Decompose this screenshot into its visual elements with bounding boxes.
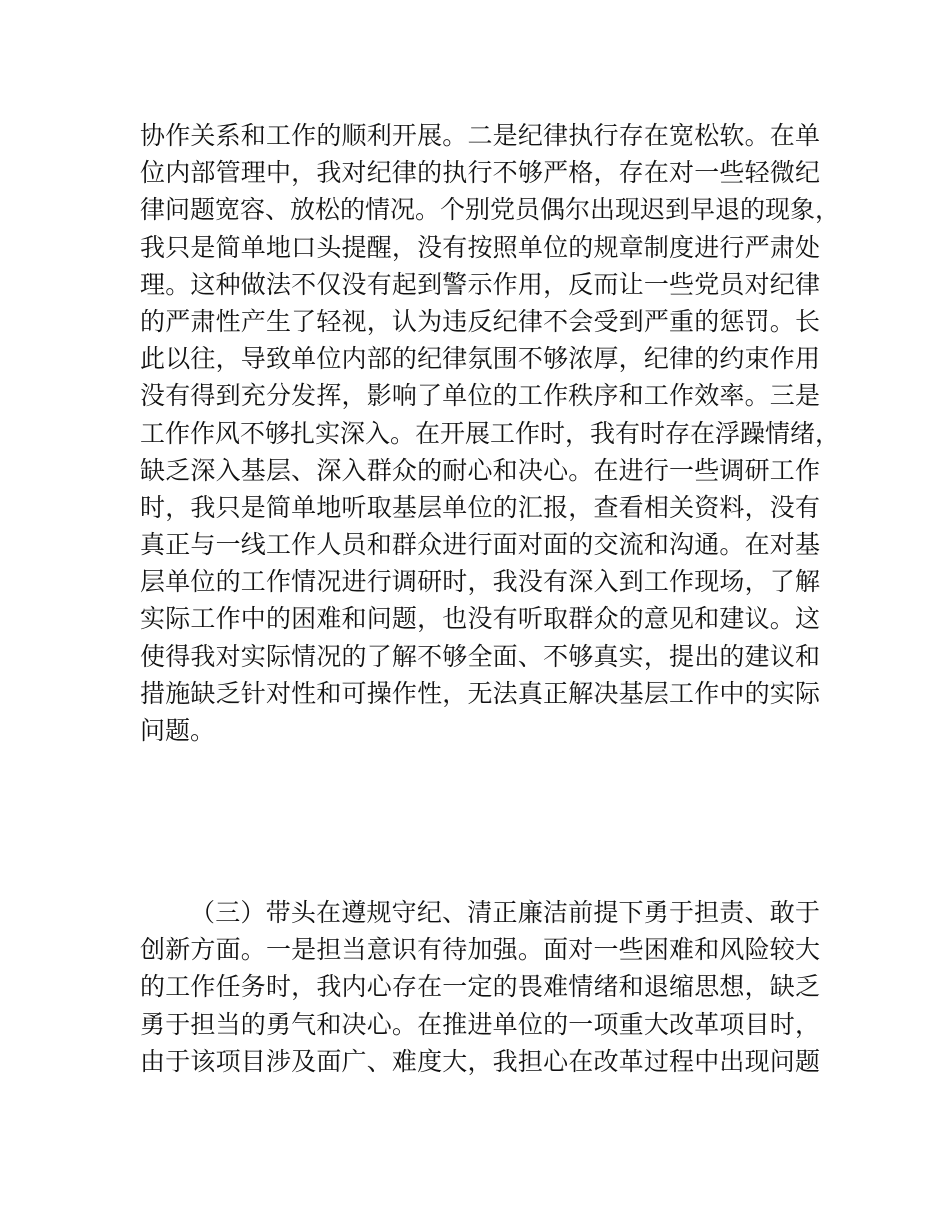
text-line: 缺乏深入基层、深入群众的耐心和决心。在进行一些调研工作 (140, 455, 820, 485)
text-line: 创新方面。一是担当意识有待加强。面对一些困难和风险较大 (140, 935, 820, 965)
text-line: 的严肃性产生了轻视，认为违反纪律不会受到严重的惩罚。长 (140, 306, 820, 336)
text-line: 协作关系和工作的顺利开展。二是纪律执行存在宽松软。在单 (140, 121, 820, 150)
text-line: 措施缺乏针对性和可操作性，无法真正解决基层工作中的实际 (140, 678, 820, 708)
text-line: 位内部管理中，我对纪律的执行不够严格，存在对一些轻微纪 (140, 158, 820, 188)
body-paragraph-2 (140, 894, 820, 1080)
text-line: 时，我只是简单地听取基层单位的汇报，查看相关资料，没有 (140, 492, 820, 522)
text-line: 的工作任务时，我内心存在一定的畏难情绪和退缩思想，缺乏 (140, 972, 820, 1002)
text-line: 理。这种做法不仅没有起到警示作用，反而让一些党员对纪律 (140, 269, 820, 299)
text-line: 此以往，导致单位内部的纪律氛围不够浓厚，纪律的约束作用 (140, 344, 820, 374)
text-line: 真正与一线工作人员和群众进行面对面的交流和沟通。在对基 (140, 530, 820, 560)
text-line: 层单位的工作情况进行调研时，我没有深入到工作现场，了解 (140, 567, 820, 597)
text-line: 没有得到充分发挥，影响了单位的工作秩序和工作效率。三是 (140, 381, 820, 411)
text-line: 工作作风不够扎实深入。在开展工作时，我有时存在浮躁情绪， (140, 418, 841, 448)
section-heading-line: （三）带头在遵规守纪、清正廉洁前提下勇于担责、敢于 (190, 898, 820, 927)
text-line: 由于该项目涉及面广、难度大，我担心在改革过程中出现问题 (140, 1046, 820, 1076)
text-line: 实际工作中的困难和问题，也没有听取群众的意见和建议。这 (140, 604, 820, 634)
text-line: 勇于担当的勇气和决心。在推进单位的一项重大改革项目时， (140, 1009, 820, 1039)
body-paragraph-1 (140, 117, 841, 749)
text-line: 问题。 (140, 716, 216, 745)
text-line: 我只是简单地口头提醒，没有按照单位的规章制度进行严肃处 (140, 232, 820, 262)
text-line: 律问题宽容、放松的情况。个别党员偶尔出现迟到早退的现象， (140, 195, 841, 225)
text-line: 使得我对实际情况的了解不够全面、不够真实，提出的建议和 (140, 641, 820, 671)
